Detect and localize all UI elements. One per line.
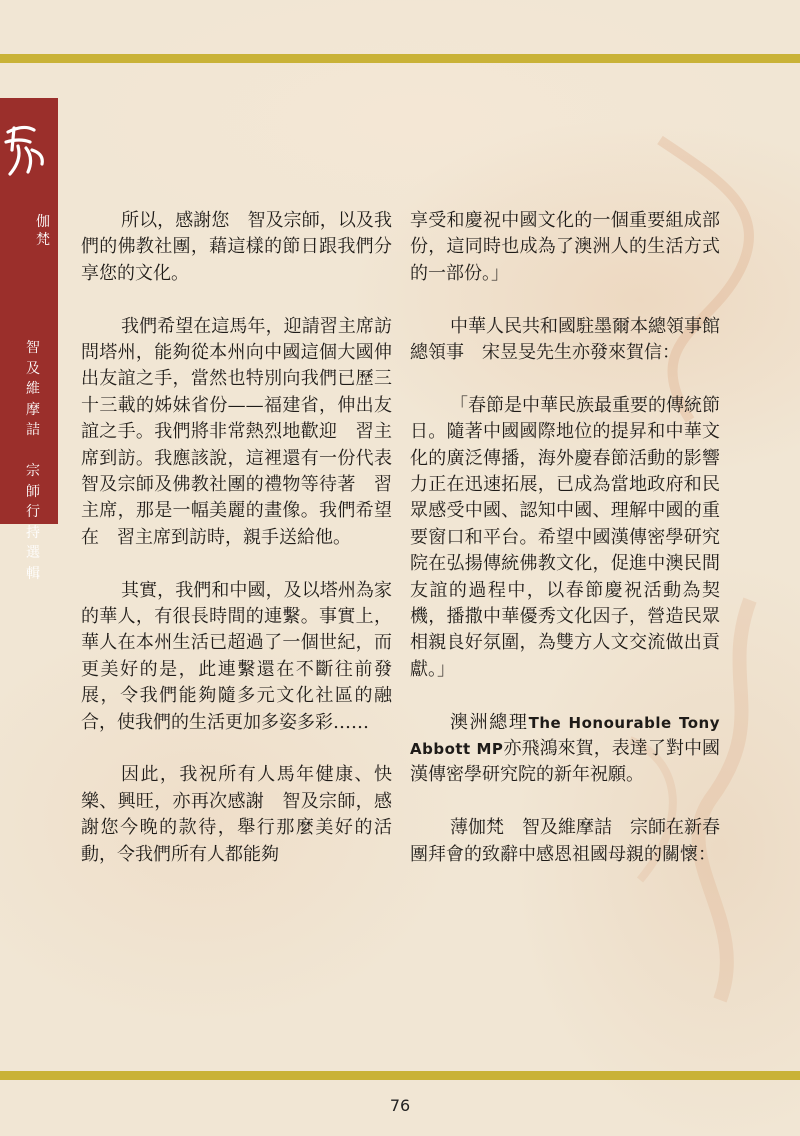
- right-paragraph-2: 中華人民共和國駐墨爾本總領事館總領事 宋昱旻先生亦發來賀信：: [410, 315, 720, 364]
- left-text-column: [81, 208, 410, 895]
- right-paragraph-4: [410, 710, 720, 789]
- right-paragraph-3: 「春節是中華民族最重要的傳統節日。隨著中國國際地位的提昇和中華文化的廣泛傳播，海外慶春節活動的影響力正在迅速拓展，已成為當地政府和民眾感受中國、認知中國、理解中國的重要窗口和平台。希望中國漢傳密學研究院在弘揚傳統佛教文化，促進中澳民間友誼的過程中，以春節慶祝活動為契機，播撒中華優秀文化因子，營造民眾相親良好氛圍，為雙方人文交流做出貢獻。」: [410, 394, 720, 680]
- tab-char-2: 梵: [36, 232, 50, 248]
- left-paragraph-1: 所以，感謝您 智及宗師，以及我們的佛教社團，藉這樣的節日跟我們分享您的文化。: [81, 210, 392, 284]
- section-side-tab: [0, 98, 58, 582]
- right-paragraph-5: 薄伽梵 智及維摩詰 宗師在新春團拜會的致辭中感恩祖國母親的關懷：: [410, 817, 720, 865]
- bottom-gold-rule: [0, 1071, 800, 1080]
- pm-intro-text: 澳洲總理: [450, 711, 529, 733]
- top-gold-rule: [0, 54, 800, 63]
- tab-char-1: 伽: [36, 214, 50, 230]
- right-text-column: [410, 208, 720, 894]
- left-paragraph-3: 其實，我們和中國，及以塔州為家的華人，有很長時間的連繫。事實上，華人在本州生活已超過了一個世紀，而更美好的是，此連繫還在不斷往前發展，令我們能夠隨多元文化社區的融合，使我們的生活更加多姿多彩……: [81, 579, 392, 733]
- pm-greeting-text: 亦飛鴻來賀，表達了對中國漢傳密學研究院的新年祝願。: [410, 738, 720, 786]
- page-number: 76: [389, 1096, 411, 1115]
- tab-vertical-title: 智 及 維 摩 詰 宗 師 行 持 選 輯: [26, 340, 40, 582]
- right-paragraph-1: 享受和慶祝中國文化的一個重要組成部份，這同時也成為了澳洲人的生活方式的一部份。」: [410, 210, 720, 284]
- left-paragraph-4: 因此，我祝所有人馬年健康、快樂、興旺，亦再次感謝 智及宗師，感謝您今晚的款待，舉行那麼美好的活動，令我們所有人都能夠: [81, 764, 392, 865]
- pm-english-name: The Honourable Tony Abbott MP: [410, 713, 721, 759]
- calligraphy-logo-icon: [4, 120, 54, 180]
- left-paragraph-2: 我們希望在這馬年，迎請習主席訪問塔州，能夠從本州向中國這個大國伸出友誼之手，當然也特別向我們已歷三十三載的姊妹省份——福建省，伸出友誼之手。我們將非常熱烈地歡迎 習主席到訪。我應該說，這裡還有一份代表 智及宗師及佛教社團的禮物等待著 習主席，那是一幅美麗的畫像。我們希望在 習主席到訪時，親手送給他。: [81, 315, 410, 548]
